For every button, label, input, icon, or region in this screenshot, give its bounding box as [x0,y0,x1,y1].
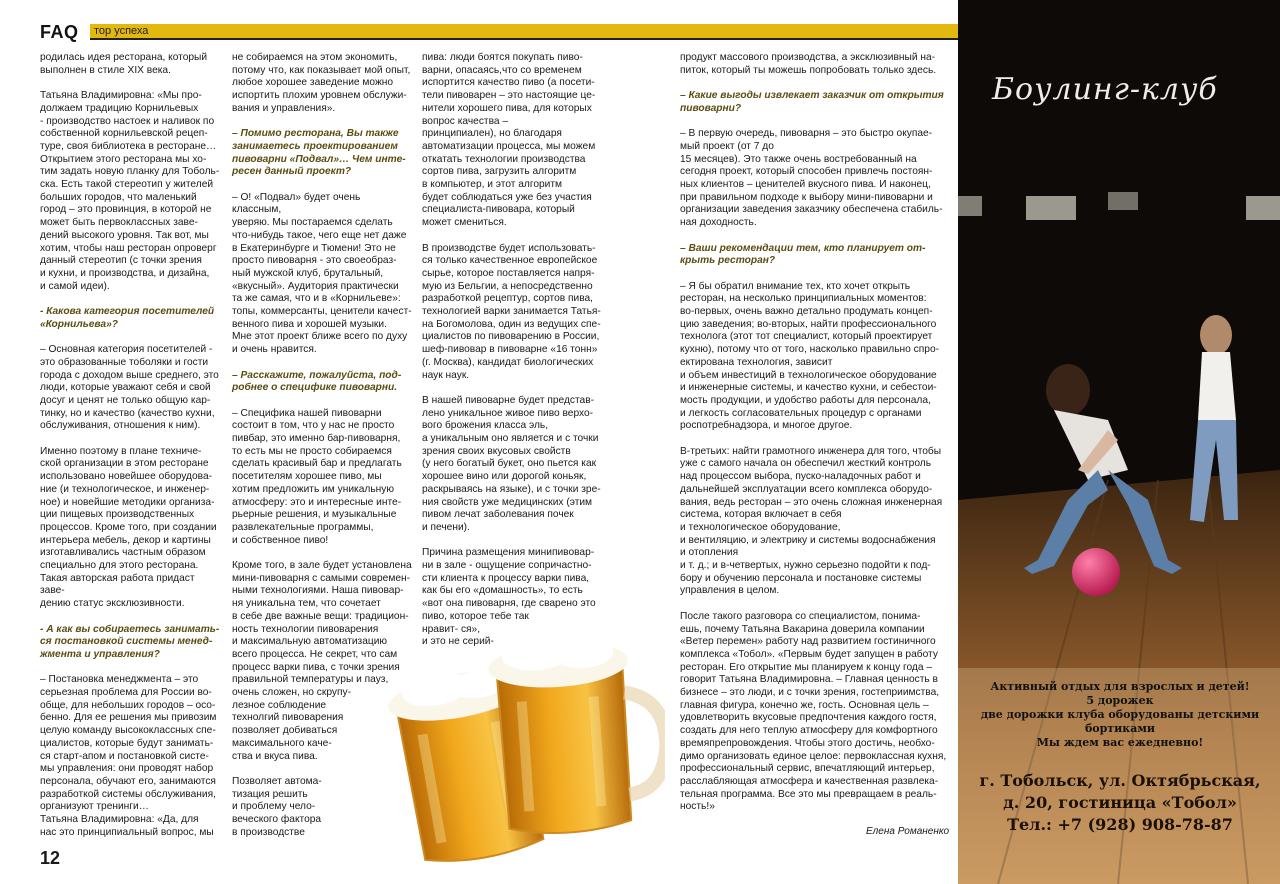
beer-mugs-image [335,620,665,884]
interview-question: – Расскажите, пожалуйста, под- робнее о специфике пивоварни. [232,369,402,394]
page-number: 12 [40,848,61,868]
interview-question: - А как вы собираетесь занимать- ся постановкой системы менед- жмента и управления? [40,623,220,660]
article-paragraph: пива: люди боятся покупать пиво- варни, опасаясь,что со временем испортится качество пиво (а посети- тели пивоварен – это настоящие це- нители хорошего пива, для которых вопрос качества – принципиален), но благодаря автоматизации процесса, мы можем откатать технологии производства сортов пива, загрузить алгоритм в компьютер, и этот алгоритм будет соблюдаться уже без участия специалиста-пивовара, который может смениться. [422,52,596,229]
article-paragraph: После такого разговора со специалистом, понима- ешь, почему Татьяна Вакарина доверила компании «Ветер перемен» работу над развитием гостиничного комплекса «Тобол». «Первым будет запущен в работу ресторан. Его открытие мы планируем к концу года – говорит Татьяна Владимировна. – Главная ценность в бизнесе – это люди, и с точки зрения, гостеприимства, главная фигура, конечно же, гость. Основная цель – удовлетворить вкусовые предпочтения каждого гостя, создать для него теплую атмосферу для комфортного времяпрепровождения. Чтобы этого достичь, необхо- димо организовать единое целое: первоклассная кухня, профессиональный сервис, впечатляющий интерьер, расслабляющая атмосфера и качественная развлека- тельная программа. Все это мы превращаем в реаль- ность!» [680,610,947,813]
article-column-4 [680,52,948,827]
beer-mug-right [486,630,665,838]
article-paragraph: родилась идея ресторана, который выполнен в стиле XIX века. [40,52,208,76]
bowling-ad-panel [958,0,1280,884]
article-paragraph: – Специфика нашей пивоварни состоит в том, что у нас не просто пивбар, это именно бар-пивоварня, то есть мы не просто собираемся сделать красивый бар и предлагать посетителям хорошее пиво, мы хотим предложить им уникальную атмосферу: это и интересные инте- рьерные решения, и музыкальные развлекательные программы, и собственное пиво! [232,407,402,546]
ad-line: Мы ждем вас ежедневно! [1036,736,1204,749]
article-paragraph: В нашей пивоварне будет представ- лено уникальное живое пиво верхо- вого брожения класса эль, а уникальным оно является и с точки зрения своих вкусовых свойств (у него богатый букет, оно пьется как хорошее вино или дорогой коньяк, раскрываясь на языке), и с точки зре- ния свойств уже медицинских (этим пивом лечат заболевания почек и печени). [422,394,601,533]
address-phone: Тел.: +7 (928) 908-78-87 [1007,815,1233,834]
bowling-club-title: Боулинг-клуб [992,72,1218,107]
faq-logo: FAQ [40,22,79,42]
interview-question: – Ваши рекомендации тем, кто планирует от- крыть ресторан? [680,242,926,267]
ad-address [972,770,1268,836]
article-paragraph: – Я бы обратил внимание тех, кто хочет открыть ресторан, на несколько принципиальных моментов: во-первых, очень важно детально продумать концеп- цию заведения; во-вторых, найти профессионального технолога (этот тот специалист, который проектирует кухню), потому что от того, насколько правильно спро- ектирована технология, зависит и объем инвестиций в технологическое оборудование и инженерные системы, и качество кухни, и себестои- мость продукции, и удобство работы для персонала, и легкость согласовательных процедур с органами роспотребнадзора, и многое другое. [680,280,940,432]
article-paragraph: Кроме того, в зале будет установлена мини-пивоварня с самыми современ- ными технологиями. Наша пивовар- ня уникальна тем, что сочетает в себе две важные вещи: традицион- ность технологии пивоварения и максимальную автоматизацию всего процесса. Не секрет, что сам процесс варки пива, с точки зрения правильной температуры и пауз, очень сложен, но скрупу- лезное соблюдение технолгий пивоварения позволяет добиваться максимального каче- ства и вкуса пива. [232,560,412,762]
article-paragraph: – В первую очередь, пивоварня – это быстро окупае- мый проект (от 7 до 15 месяцев). Это также очень востребованный на сегодня проект, который способен привлечь постоян- ных клиентов – ценителей вкусного пива. И наконец, при правильном подходе к выбору мини-пивоварни и организации заведения заказчику обеспечена стабиль- ная доходность. [680,128,943,229]
article-paragraph: Причина размещения минипивовар- ни в зале - ощущение сопричастно- сти клиента к процессу варки пива, как бы его «домашность», то есть «вот она пивоварня, где сварено это пиво, которое тебе так нравит- ся», и это не серий- [422,547,596,648]
bowling-ball [1072,548,1120,596]
interview-question: – Какие выгоды извлекает заказчик от открытия пивоварни? [680,90,944,114]
article-paragraph: – Постановка менеджмента – это серьезная проблема для России во- обще, для небольших городов – осо- бенно. Для ее решения мы привозим целую команду высококлассных спе- циалистов, которые будут занимать- ся старт-апом и постановкой систе- мы управления: они проводят набор персонала, обучают его, занимаются разработкой системы обслуживания, организуют тренинги… Татьяна Владимировна: «Да, для нас это принципиальный вопрос, мы [40,674,217,838]
address-line: д. 20, гостиница «Тобол» [1003,793,1237,812]
article-paragraph: В-третьих: найти грамотного инженера для того, чтобы уже с самого начала он обеспечил жесткий контроль над процессом выбора, пуско-наладочных работ и дальнейшей эксплуатации всего комплекса оборудо- вания, ведь ресторан – это очень сложная инженерная система, которая включает в себя и технологическое оборудование, и вентиляцию, и электрику и системы водоснабжения и отопления и т. д.; и в-четвертых, нужно серьезно подойти к под- бору и обучению персонала и постановке системы управления в целом. [680,445,943,597]
article-paragraph: – О! «Подвал» будет очень классным, уверяю. Мы постараемся сделать что-нибудь такое, чего еще нет даже в Екатеринбурге и Тюмени! Это не просто пивоварня - это своеобраз- ный мужской клуб, брутальный, «вкусный». Аудитория практически та же самая, что и в «Корнильеве»: топы, коммерсанты, ценители качест- венного пива и хорошей музыки. Мне этот проект ближе всего по духу и очень нравится. [232,191,412,356]
interview-question: - Какова категория посетителей «Корнильева»? [40,306,215,330]
ad-line: 5 дорожек [1086,694,1154,707]
article-paragraph: Татьяна Владимировна: «Мы про- должаем традицию Корнильевых - производство настоек и наливок по собственной корнильевской рецеп- туре, своя библиотека в ресторане… Открытием этого ресторана мы хо- тим задать новую планку для Тоболь- ска. Есть такой стереотип у жителей больших городов, что маленький город – это провинция, в которой не может быть первоклассных заве- дений высокого уровня. Так вот, мы хотим, чтобы наш ресторан опроверг данный стереотип (с точки зрения и кухни, и производства, и дизайна, и самой идеи). [40,90,220,292]
article-paragraph: Позволяет автома- тизация решить и проблему чело- веческого фактора в производстве [232,775,322,838]
ad-line: две дорожки клуба оборудованы детскими бортиками [980,708,1260,735]
article-paragraph: Именно поэтому в плане техниче- ской организации в этом ресторане использовано новейшее оборудова- ние (и технологическое, и инженер- ное) и новейшие методики организа- ции пищевых производственных процессов. Кроме того, при создании интерьера мебель, декор и картины изготавливались частным образом специально для этого ресторана. Такая авторская работа придаст заве- дению статус эксклюзивности. [40,445,217,610]
article-paragraph: В производстве будет использовать- ся только качественное европейское сырье, которое поставляется напря- мую из Бельгии, а непосредственно разработкой рецептур, сортов пива, технологией варки занимается Татья- на Богомолова, один из ведущих спе- циалистов по пивоварению в России, шеф-пивовар в пивоварне «16 тонн» (г. Москва), кандидат биологических наук наук. [422,242,601,381]
ad-line: Активный отдых для взрослых и детей! [990,680,1250,693]
ad-promo-text [972,680,1268,750]
header-rule [90,38,958,40]
article-column-3 [422,52,604,662]
address-line: г. Тобольск, ул. Октябрьская, [979,771,1261,790]
interview-question: – Помимо ресторана, Вы также занимаетесь проектированием пивоварни «Подвал»… Чем инте- ресен данный проект? [232,128,406,178]
bowling-alley-photo [958,0,1280,884]
section-bar [90,24,958,38]
section-title: тор успеха [94,25,149,37]
author-signature: Елена Романенко [866,826,950,837]
article-column-1 [40,52,222,852]
article-paragraph: – Основная категория посетителей - это образованные тоболяки и гости города с доходом выше среднего, это люди, которые уважают себя и свой досуг и ценят не только общую кар- тинку, но и качество (качество кухни, обслуживания, отношения к ним). [40,344,219,432]
article-paragraph: продукт массового производства, а эксклюзивный на- питок, который ты можешь попробовать только здесь. [680,52,937,76]
article-paragraph: не собираемся на этом экономить, потому что, как показывает мой опыт, любое хорошее заведение можно испортить плохим уровнем обслужи- вания и управления». [232,52,411,114]
